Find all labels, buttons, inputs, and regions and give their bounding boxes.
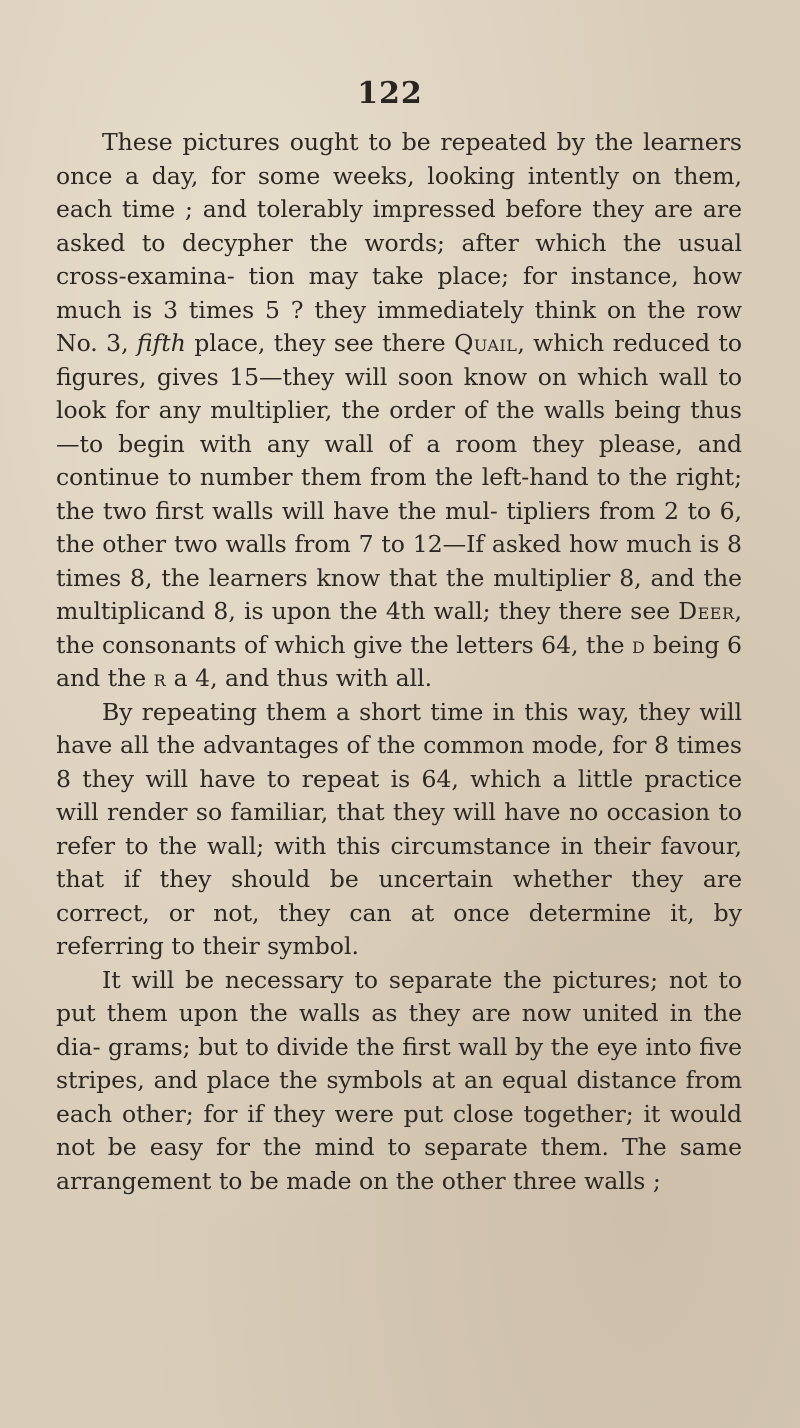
text-run-smallcaps: Deer [678, 597, 735, 625]
page-number: 122 [357, 76, 423, 111]
text-run: , which reduced to figures, gives 15—they will soon know on which wall to look for any multiplier, the order of the walls being thus—to begin with any wall of a room they please, and continue to number them from the left-hand to the right; the two first walls will have the mul- tipliers from 2 to 6, the other two walls from 7 to 12—If asked how much is 8 times 8, the learners know that the multiplier 8, and the multiplicand 8, is upon the 4th wall; they there see [56, 329, 742, 625]
body-text [56, 126, 742, 1198]
text-run: By repeating them a short time in this way, they will have all the advantages of the common mode, for 8 times 8 they will have to repeat is 64, which a little practice will render so familiar, that they will have no occasion to refer to the wall; with this circumstance in their favour, that if they should be uncertain whether they are correct, or not, they can at once determine it, by referring to their symbol. [56, 697, 742, 960]
paragraph-3 [56, 964, 742, 1199]
text-run: being 6 and the [56, 630, 742, 692]
text-run: , the consonants of which give the letters 64, the [56, 597, 742, 659]
text-run: a 4, and thus with all. [166, 664, 433, 692]
paragraph-1 [56, 126, 742, 696]
text-run-smallcaps: Quail [454, 329, 518, 357]
text-run-smallcaps: r [153, 664, 167, 692]
text-run: These pictures ought to be repeated by the learners once a day, for some weeks, looking intently on them, each time ; and tolerably impressed before they are are asked to decypher the words; after which the usual cross-examina- tion may take place; for instance, how much is 3 times 5 ? they immediately think on the row No. 3, [56, 128, 742, 357]
text-run: place, they see there [185, 329, 455, 357]
text-run-smallcaps: d [632, 630, 646, 659]
text-run-italic: fifth [136, 329, 186, 357]
text-run: It will be necessary to separate the pictures; not to put them upon the walls as they are now united in the dia- grams; but to divide the first wall by the eye into five stripes, and place the symbols at an equal distance from each other; for if they were put close together; it would not be easy for the mind to separate them. The same arrangement to be made on the other three walls ; [56, 965, 742, 1195]
paragraph-2 [56, 696, 742, 964]
